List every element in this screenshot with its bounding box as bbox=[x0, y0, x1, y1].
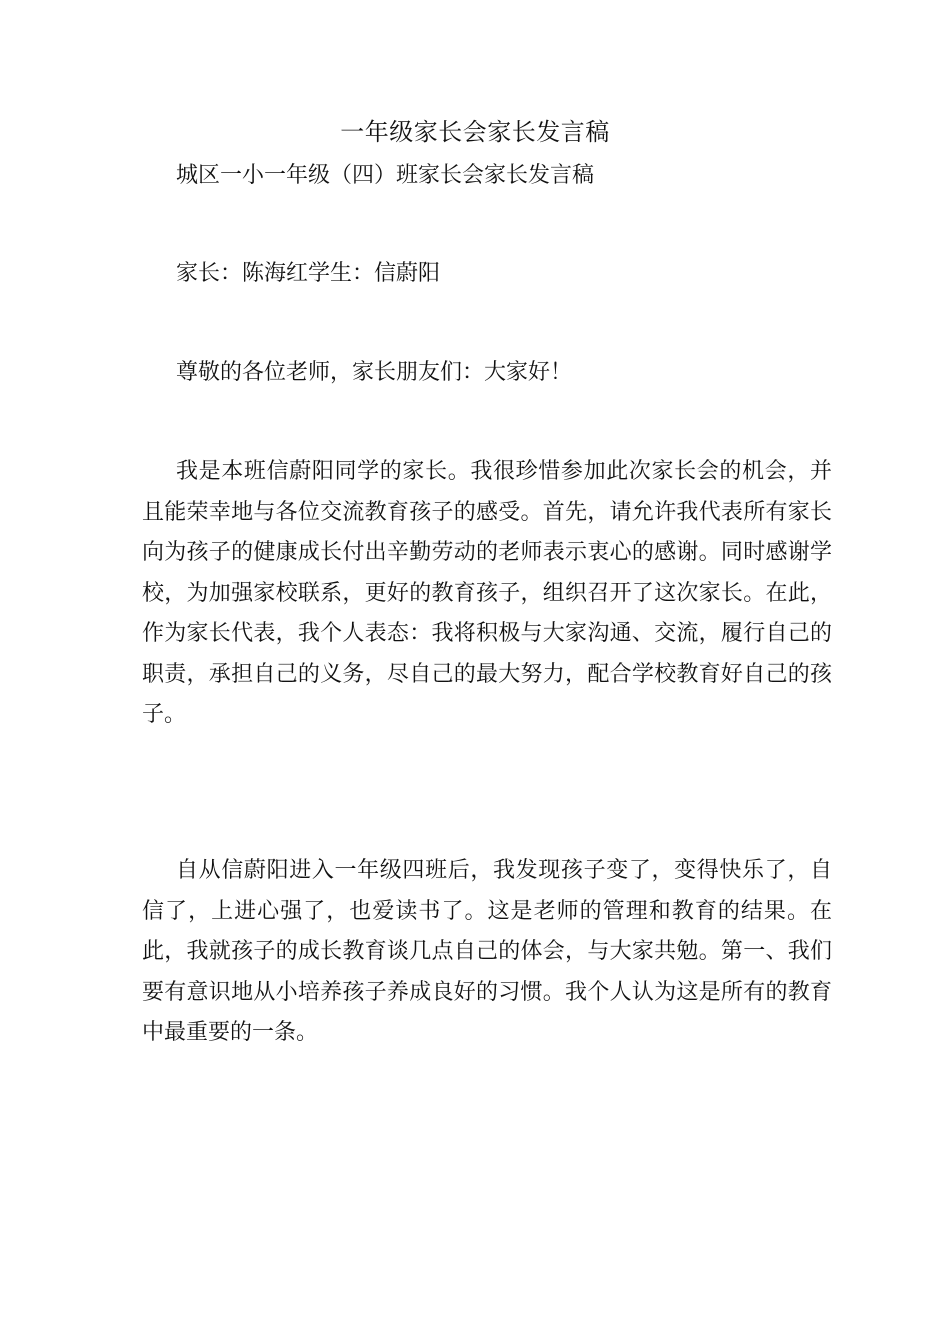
document-subtitle: 城区一小一年级（四）班家长会家长发言稿 bbox=[176, 163, 595, 188]
greeting-line: 尊敬的各位老师，家长朋友们：大家好！ bbox=[176, 360, 573, 385]
author-line: 家长：陈海红学生：信蔚阳 bbox=[176, 261, 441, 286]
document-title: 一年级家长会家长发言稿 bbox=[340, 118, 610, 146]
paragraph-2: 自从信蔚阳进入一年级四班后，我发现孩子变了，变得快乐了，自信了，上进心强了，也爱读书了。这是老师的管理和教育的结果。在此，我就孩子的成长教育谈几点自己的体会，与大家共勉。第一、我们要有意识地从小培养孩子养成良好的习惯。我个人认为这是所有的教育中最重要的一条。 bbox=[142, 858, 832, 1045]
paragraph-1: 我是本班信蔚阳同学的家长。我很珍惜参加此次家长会的机会，并且能荣幸地与各位交流教育孩子的感受。首先，请允许我代表所有家长向为孩子的健康成长付出辛勤劳动的老师表示衷心的感谢。同时感谢学校，为加强家校联系，更好的教育孩子，组织召开了这次家长。在此，作为家长代表，我个人表态：我将积极与大家沟通、交流，履行自己的职责，承担自己的义务，尽自己的最大努力，配合学校教育好自己的孩子。 bbox=[142, 459, 832, 727]
